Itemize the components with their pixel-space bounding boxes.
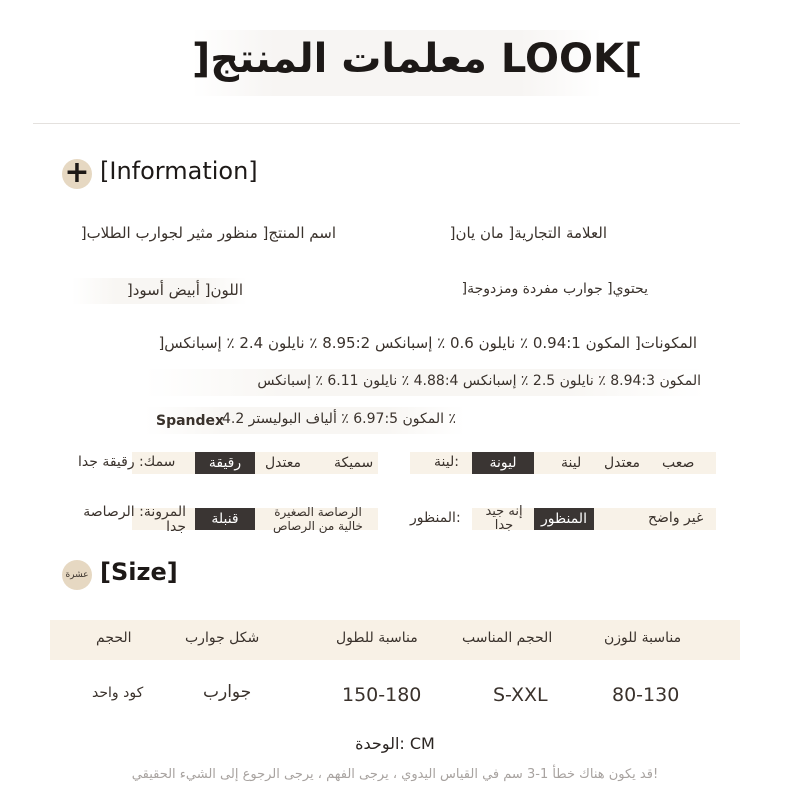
column-weight: مناسبة للوزن — [604, 630, 682, 646]
page-title: ]معلمات المنتج LOOK[ — [192, 36, 643, 82]
product-name: ]اسم المنتج[ منظور مثير لجوارب الطلاب — [80, 224, 336, 242]
components-line-3: المكون 6.97:5 ٪ ألياف البوليستر 4.2 ٪ — [221, 411, 456, 427]
thickness-option-thick[interactable]: سميكة — [334, 455, 374, 471]
column-size: الحجم — [96, 630, 132, 646]
contents: ]يحتوي[ جوارب مفردة ومزدوجة — [461, 281, 648, 297]
measurement-note: قد يكون هناك خطأ 1-3 سم في القياس اليدوي ، يرجى الفهم ، يرجى الرجوع إلى الشيء الحقيقي! — [131, 767, 659, 782]
spandex-label: Spandex — [156, 413, 225, 429]
column-height: مناسبة للطول — [336, 630, 418, 646]
softness-label: لينة: — [434, 454, 459, 470]
elasticity-label: المرونة: الرصاصة جدا — [83, 504, 186, 535]
thickness-label: سمك: رقيقة جدا — [78, 454, 176, 470]
transparency-option-selected[interactable]: المنظور — [534, 508, 594, 530]
size-badge-text: عشرة — [65, 570, 89, 580]
components-line-2: المكون 8.94:3 ٪ نايلون 2.5 ٪ إسبانكس 4.88:4 ٪ نايلون 6.11 ٪ إسبانكس — [257, 373, 701, 389]
cell-size-range: S-XXL — [493, 684, 548, 706]
cell-size: كود واحد — [92, 685, 144, 701]
size-heading — [100, 558, 178, 586]
size-heading-text: [Size] — [100, 558, 178, 586]
components-line-1: ]المكونات[ المكون 0.94:1 ٪ نايلون 0.6 ٪ إسبانكس 8.95:2 ٪ نايلون 2.4 ٪ إسبانكس — [158, 334, 697, 352]
information-heading: [Information] — [100, 157, 258, 185]
plus-icon — [62, 155, 92, 190]
cell-sock-shape: جوارب — [203, 682, 252, 702]
unit-label: الوحدة: CM — [355, 734, 435, 753]
transparency-option-very-good[interactable]: إنه جيد جدا — [485, 504, 523, 533]
cell-height: 150-180 — [342, 684, 422, 706]
thickness-option-moderate[interactable]: معتدل — [265, 455, 301, 471]
elasticity-option-small[interactable]: الرصاصة الصغيرة خالية من الرصاص — [273, 505, 363, 533]
cell-weight: 80-130 — [612, 684, 680, 706]
brand: ]العلامة التجارية[ مان يان — [449, 224, 607, 242]
plus-symbol: + — [64, 155, 90, 190]
title-divider — [33, 123, 740, 124]
softness-option-selected[interactable]: ليونة — [472, 452, 534, 474]
elasticity-option-selected[interactable]: قنبلة — [195, 508, 255, 530]
color: ]اللون[ أبيض أسود — [126, 281, 243, 299]
softness-option-hard[interactable]: صعب — [662, 455, 695, 471]
thickness-option-selected[interactable]: رقيقة — [195, 452, 255, 474]
column-sock-shape: شكل جوارب — [185, 630, 260, 646]
softness-option-soft[interactable]: لينة — [561, 455, 582, 471]
column-size-range: الحجم المناسب — [462, 630, 553, 646]
softness-option-moderate[interactable]: معتدل — [604, 455, 640, 471]
transparency-option-unclear[interactable]: غير واضح — [648, 510, 704, 526]
transparency-label: المنظور: — [410, 510, 461, 526]
size-badge — [62, 560, 92, 590]
